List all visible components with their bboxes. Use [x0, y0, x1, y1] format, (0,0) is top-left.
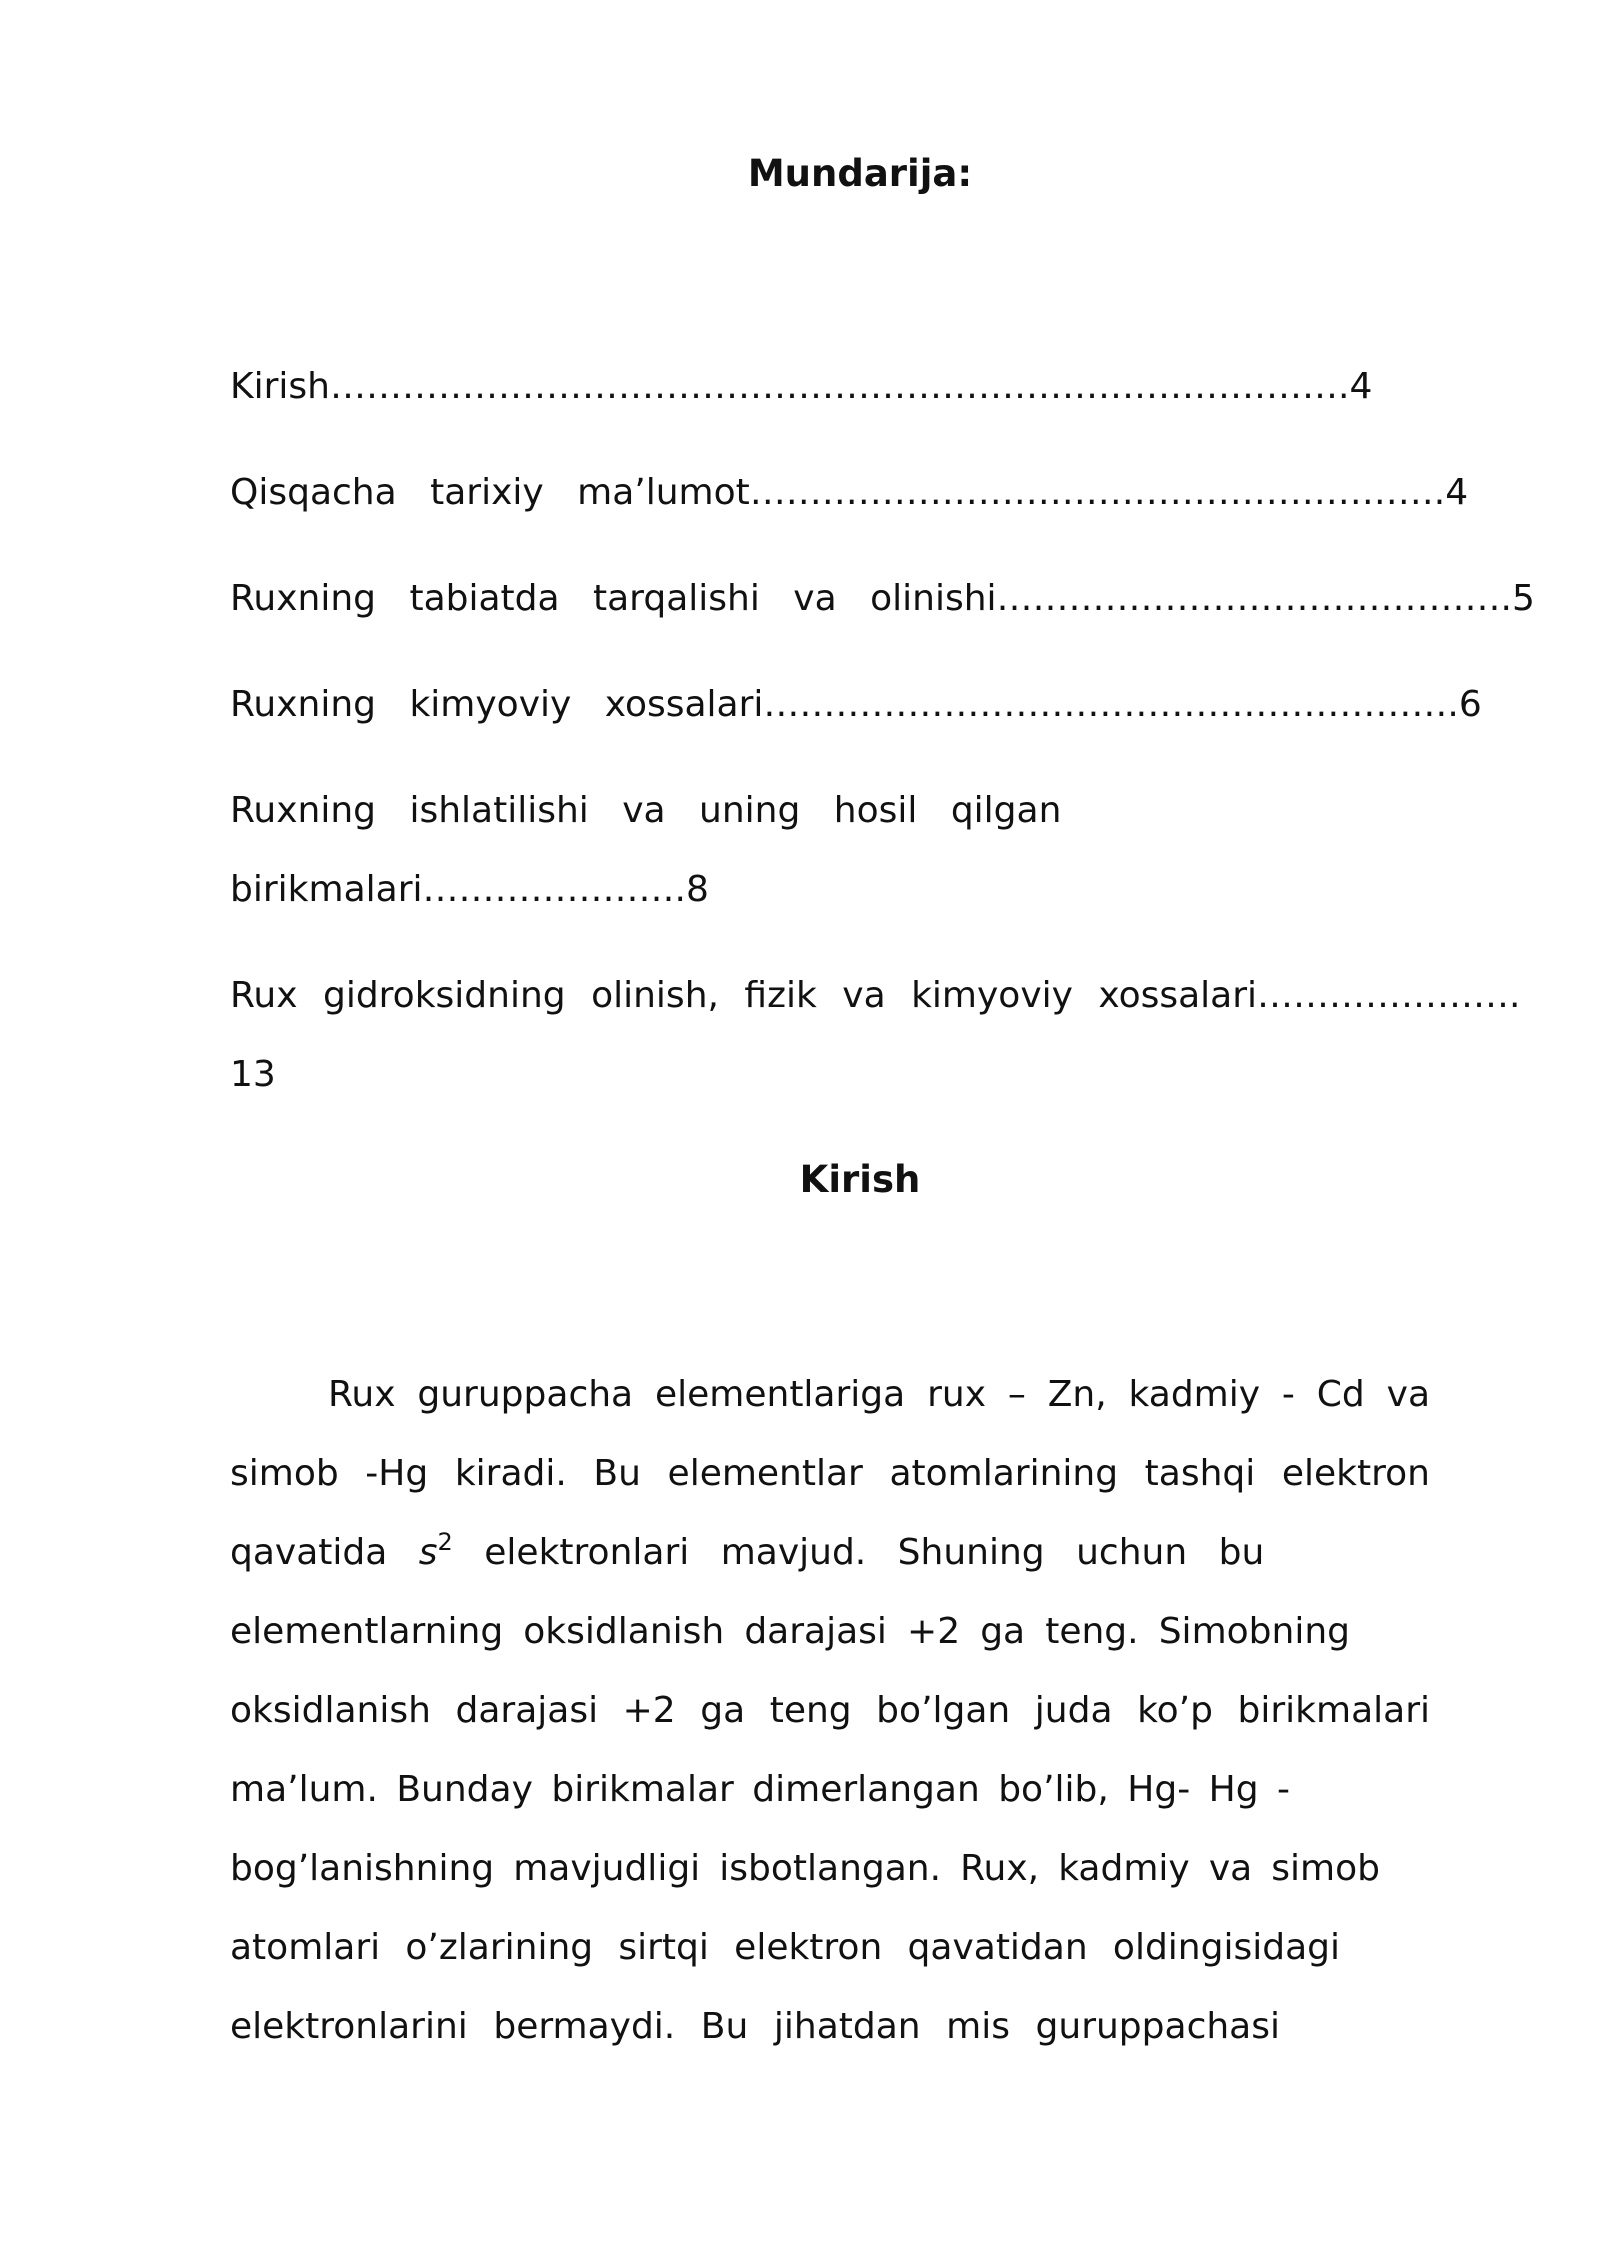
paragraph-line: elementlarning oksidlanish darajasi +2 ga teng. Simobning	[230, 1611, 1350, 1652]
toc-entry	[230, 975, 1520, 1016]
toc-entry	[230, 578, 1535, 619]
toc-entry-title: Ruxning ishlatilishi va uning hosil qilgan	[230, 790, 1062, 831]
paragraph-text: elektronlari mavjud. Shuning uchun bu	[484, 1532, 1265, 1573]
toc-entry	[230, 684, 1482, 725]
toc-entry-title-continued: birikmalari	[230, 869, 423, 910]
toc-entry-title: Qisqacha tarixiy ma’lumot	[230, 472, 750, 513]
toc-entry-page: 4	[1349, 366, 1373, 407]
toc-entry	[230, 366, 1372, 407]
toc-entry-page: 4	[1445, 472, 1469, 513]
toc-entry-leader: ………………….	[422, 869, 686, 910]
paragraph-line: simob -Hg kiradi. Bu elementlar atomlarining tashqi elektron	[230, 1453, 1430, 1494]
toc-entry-leader: ………………………………………………….	[763, 684, 1459, 725]
toc-entry-page: 13	[230, 1054, 276, 1095]
toc-entry-leader: ………………………………………………….	[749, 472, 1446, 513]
paragraph-line: elektronlarini bermaydi. Bu jihatdan mis guruppachasi	[230, 2006, 1280, 2047]
paragraph-line: oksidlanish darajasi +2 ga teng bo’lgan juda ko’p birikmalari	[230, 1690, 1430, 1731]
toc-entry-page: 5	[1511, 578, 1535, 619]
superscript: 2	[437, 1528, 453, 1556]
paragraph-text: qavatida	[230, 1532, 388, 1573]
paragraph-line	[230, 1528, 1265, 1573]
toc-entry	[230, 472, 1468, 513]
paragraph-line: atomlari o’zlarining sirtqi elektron qavatidan oldingisidagi	[230, 1927, 1340, 1968]
toc-entry	[230, 869, 709, 910]
toc-entry-leader: ………………………………………………………………………….	[329, 366, 1350, 407]
toc-entry-title: Ruxning tabiatda tarqalishi va olinishi	[230, 578, 997, 619]
section-title: Kirish	[799, 1158, 921, 1201]
toc-entry-title: Rux gidroksidning olinish, fizik va kimyoviy xossalari	[230, 975, 1258, 1016]
paragraph-line: Rux guruppacha elementlariga rux – Zn, kadmiy - Cd va	[328, 1374, 1430, 1415]
contents-title: Mundarija:	[747, 152, 973, 195]
orbital-symbol: s	[418, 1532, 438, 1573]
toc-entry-leader: …………………………………….	[996, 578, 1512, 619]
toc-entry-leader: ………………….	[1257, 975, 1521, 1016]
toc-entry-page: 8	[685, 869, 709, 910]
paragraph-line: ma’lum. Bunday birikmalar dimerlangan bo’lib, Hg- Hg -	[230, 1769, 1290, 1810]
toc-entry-title: Kirish	[230, 366, 330, 407]
paragraph-line: bog’lanishning mavjudligi isbotlangan. Rux, kadmiy va simob	[230, 1848, 1380, 1889]
toc-entry-title: Ruxning kimyoviy xossalari	[230, 684, 764, 725]
toc-entry-page: 6	[1458, 684, 1482, 725]
